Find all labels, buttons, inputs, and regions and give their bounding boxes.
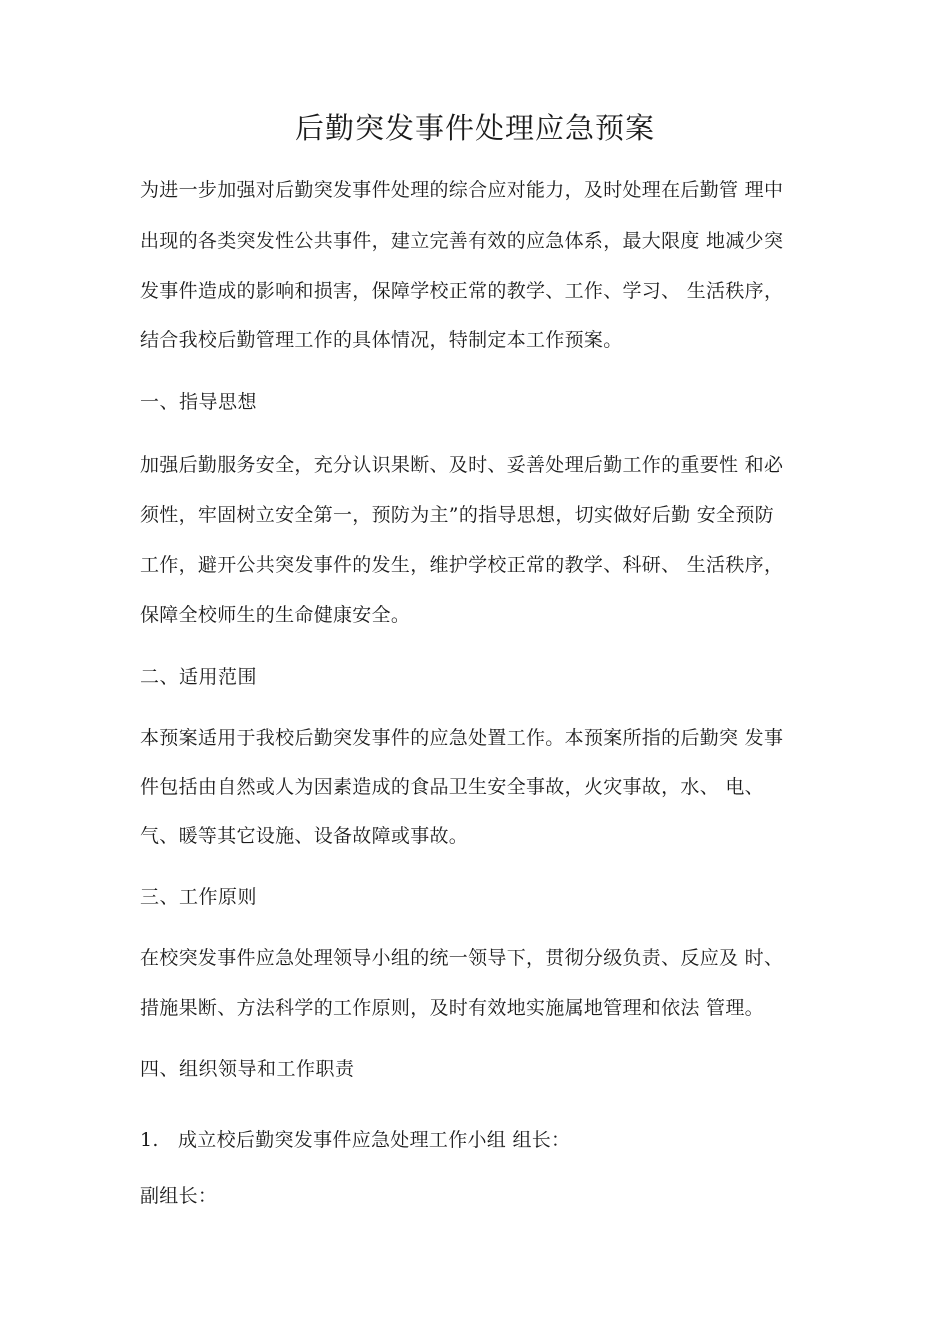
list-item [140,1125,840,1155]
section-heading-organization: 四、组织领导和工作职责 [140,1058,355,1080]
section-heading-scope: 二、适用范围 [140,666,258,688]
list-item-text: 成立校后勤突发事件应急处理工作小组 组长： [178,1129,571,1151]
section-line: 须性，牢固树立安全第一，预防为主”的指导思想，切实做好后勤 安全预防 [140,504,774,526]
intro-line: 发事件造成的影响和损害，保障学校正常的教学、工作、学习、 生活秩序， [140,280,784,302]
intro-line: 结合我校后勤管理工作的具体情况，特制定本工作预案。 [140,329,623,351]
section-heading-guiding-thought: 一、指导思想 [140,391,258,413]
section-line: 在校突发事件应急处理领导小组的统一领导下，贯彻分级负责、反应及 时、 [140,947,784,969]
list-item-number: 1. [140,1129,159,1151]
section-heading-principles: 三、工作原则 [140,886,258,908]
intro-line: 为进一步加强对后勤突发事件处理的综合应对能力，及时处理在后勤管 理中 [140,179,784,201]
section-line: 气、暖等其它设施、设备故障或事故。 [140,825,469,847]
document-title: 后勤突发事件处理应急预案 [294,111,655,145]
section-line: 措施果断、方法科学的工作原则，及时有效地实施属地管理和依法 管理。 [140,997,764,1019]
section-line: 工作，避开公共突发事件的发生，维护学校正常的教学、科研、 生活秩序， [140,554,784,576]
section-line: 本预案适用于我校后勤突发事件的应急处置工作。本预案所指的后勤突 发事 [140,727,784,749]
section-line: 保障全校师生的生命健康安全。 [140,604,411,626]
intro-line: 出现的各类突发性公共事件，建立完善有效的应急体系，最大限度 地减少突 [140,230,784,252]
deputy-leader-line: 副组长： [140,1185,218,1207]
section-line: 件包括由自然或人为因素造成的食品卫生安全事故，火灾事故，水、 电、 [140,776,764,798]
section-line: 加强后勤服务安全，充分认识果断、及时、妥善处理后勤工作的重要性 和必 [140,454,784,476]
